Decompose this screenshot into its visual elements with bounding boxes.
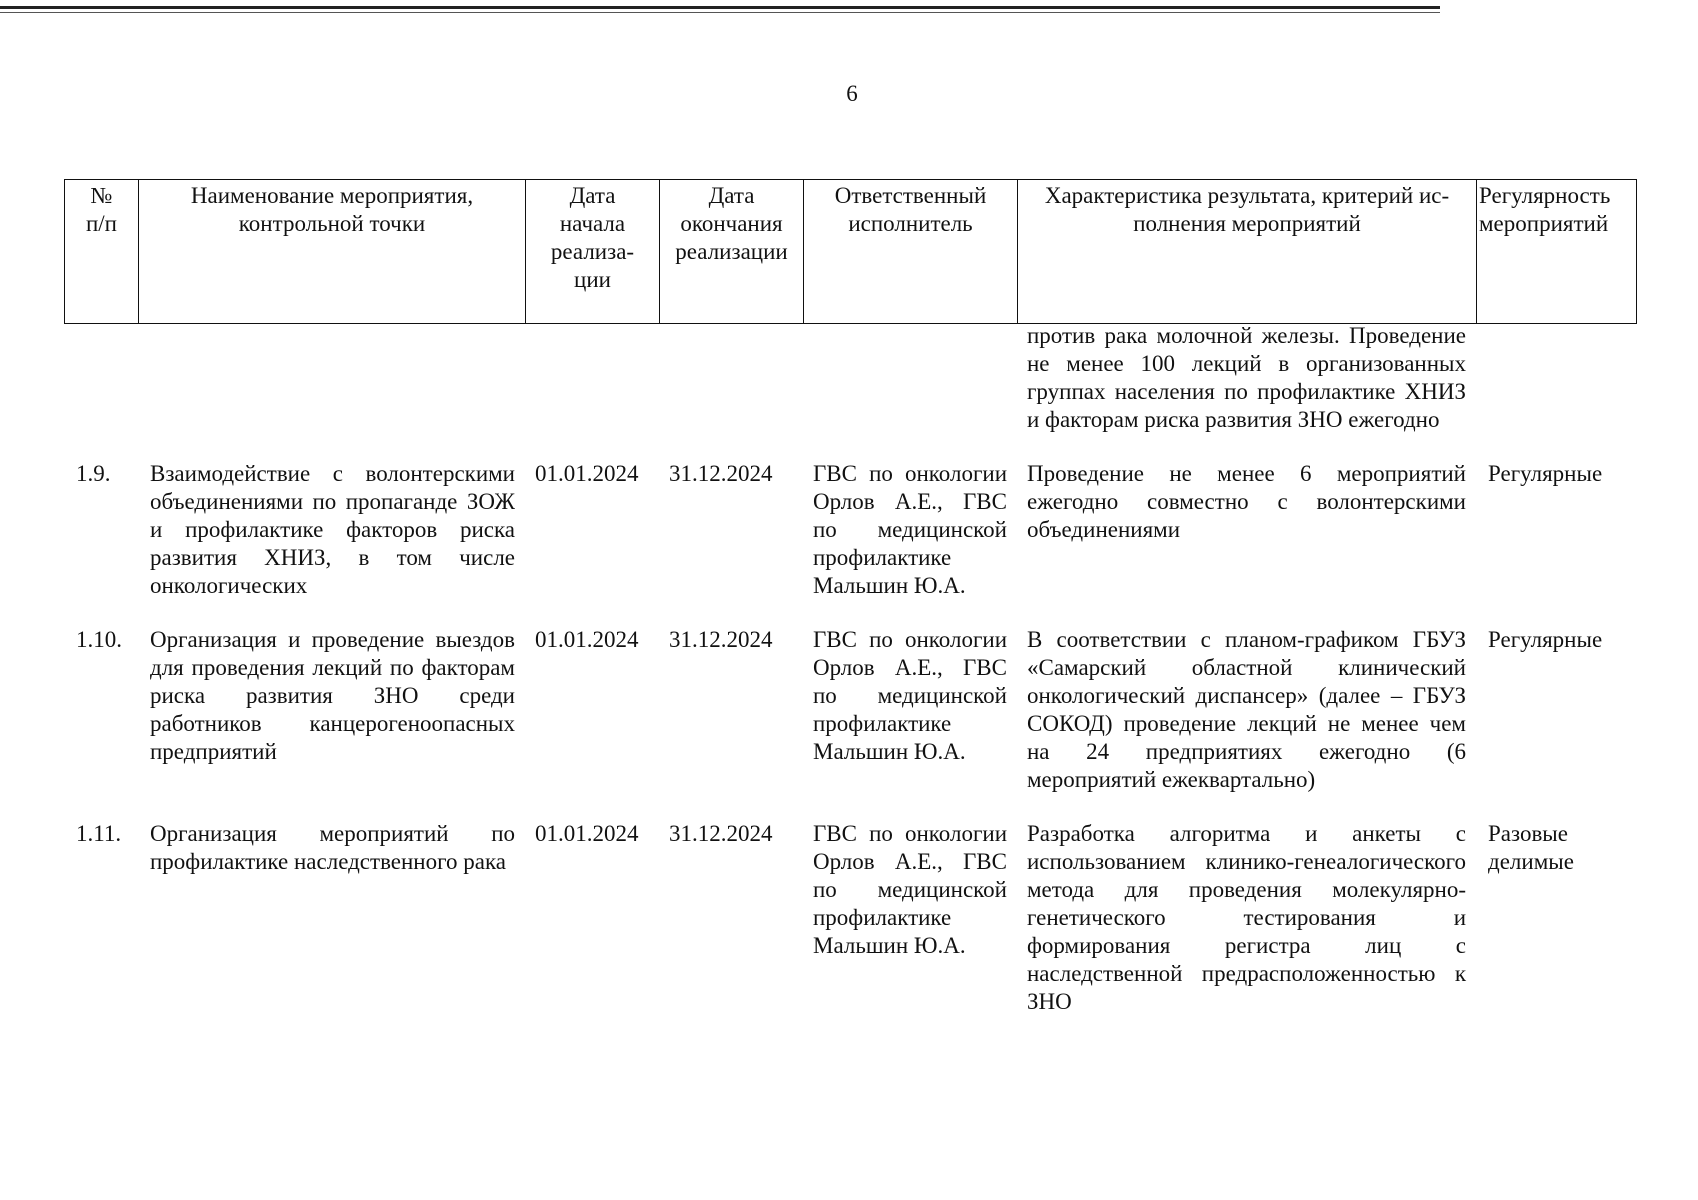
header-name-text: Наименование мероприятия, контрольной точки (190, 183, 474, 236)
row-start-date: 01.01.2024 (535, 627, 639, 652)
header-regularity (1477, 180, 1637, 324)
header-name (139, 180, 526, 324)
header-number (65, 180, 139, 324)
row-number: 1.10. (76, 627, 122, 652)
header-result-text: Характеристика результата, критерий ис- полнения мероприятий (1044, 183, 1450, 236)
table-row (64, 626, 1636, 820)
header-start-date (526, 180, 660, 324)
row-regularity: Регулярные (1488, 627, 1603, 652)
header-start-date-text: Дата начала реализа- ции (550, 183, 635, 292)
row-executor: ГВС по онкологии Орлов А.Е., ГВС по медицинской профилактике Мальшин Ю.А. (813, 821, 1007, 958)
table-header (64, 179, 1637, 324)
row-start-date: 01.01.2024 (535, 821, 639, 846)
top-border-line-thin (0, 12, 1440, 13)
header-result (1018, 180, 1477, 324)
row-regularity: Разовые делимые (1488, 821, 1574, 874)
table-row (64, 820, 1636, 1016)
row-end-date: 31.12.2024 (669, 627, 773, 652)
table-row (64, 460, 1636, 626)
row-number: 1.9. (76, 461, 111, 486)
row-end-date: 31.12.2024 (669, 821, 773, 846)
header-executor-text: Ответственный исполнитель (834, 183, 987, 236)
table-row-continuation (64, 322, 1636, 460)
row-name: Организация и проведение выездов для проведения лекций по факторам риска развития ЗНО среди работников канцерогеноопасных предприятий (150, 627, 515, 764)
row-result: В соответствии с планом-графиком ГБУЗ «Самарский областной клинический онкологический диспансер» (далее – ГБУЗ СОКОД) проведение лекций не менее чем на 24 предприятиях ежегодно (6 мероприятий ежеквартально) (1027, 627, 1466, 792)
row-start-date: 01.01.2024 (535, 461, 639, 486)
row-number: 1.11. (76, 821, 122, 846)
table-body (64, 322, 1636, 1016)
row-executor: ГВС по онкологии Орлов А.Е., ГВС по медицинской профилактике Мальшин Ю.А. (813, 461, 1007, 598)
continuation-result: против рака молочной железы. Проведение не менее 100 лекций в организованных группах населения по профилактике ХНИЗ и факторам риска развития ЗНО ежегодно (1027, 323, 1466, 432)
row-name: Организация мероприятий по профилактике наследственного рака (150, 821, 515, 874)
header-end-date-text: Дата окончания реализации (675, 183, 788, 264)
header-executor (804, 180, 1018, 324)
row-result: Разработка алгоритма и анкеты с использованием клинико-генеалогического метода для проведения молекулярно-генетического тестирования и формирования регистра лиц с наследственной предрасположенностью к ЗНО (1027, 821, 1466, 1014)
row-executor: ГВС по онкологии Орлов А.Е., ГВС по медицинской профилактике Мальшин Ю.А. (813, 627, 1007, 764)
row-end-date: 31.12.2024 (669, 461, 773, 486)
row-regularity: Регулярные (1488, 461, 1603, 486)
top-border-line (0, 6, 1440, 9)
header-regularity-text: Регулярность мероприятий (1479, 183, 1611, 236)
header-end-date (660, 180, 804, 324)
row-name: Взаимодействие с волонтерскими объединениями по пропаганде ЗОЖ и профилактике факторов риска развития ХНИЗ, в том числе онкологических (150, 461, 515, 598)
header-number-text: № п/п (85, 183, 117, 236)
page-number: 6 (846, 81, 858, 106)
row-result: Проведение не менее 6 мероприятий ежегодно совместно с волонтерскими объединениями (1027, 461, 1466, 542)
